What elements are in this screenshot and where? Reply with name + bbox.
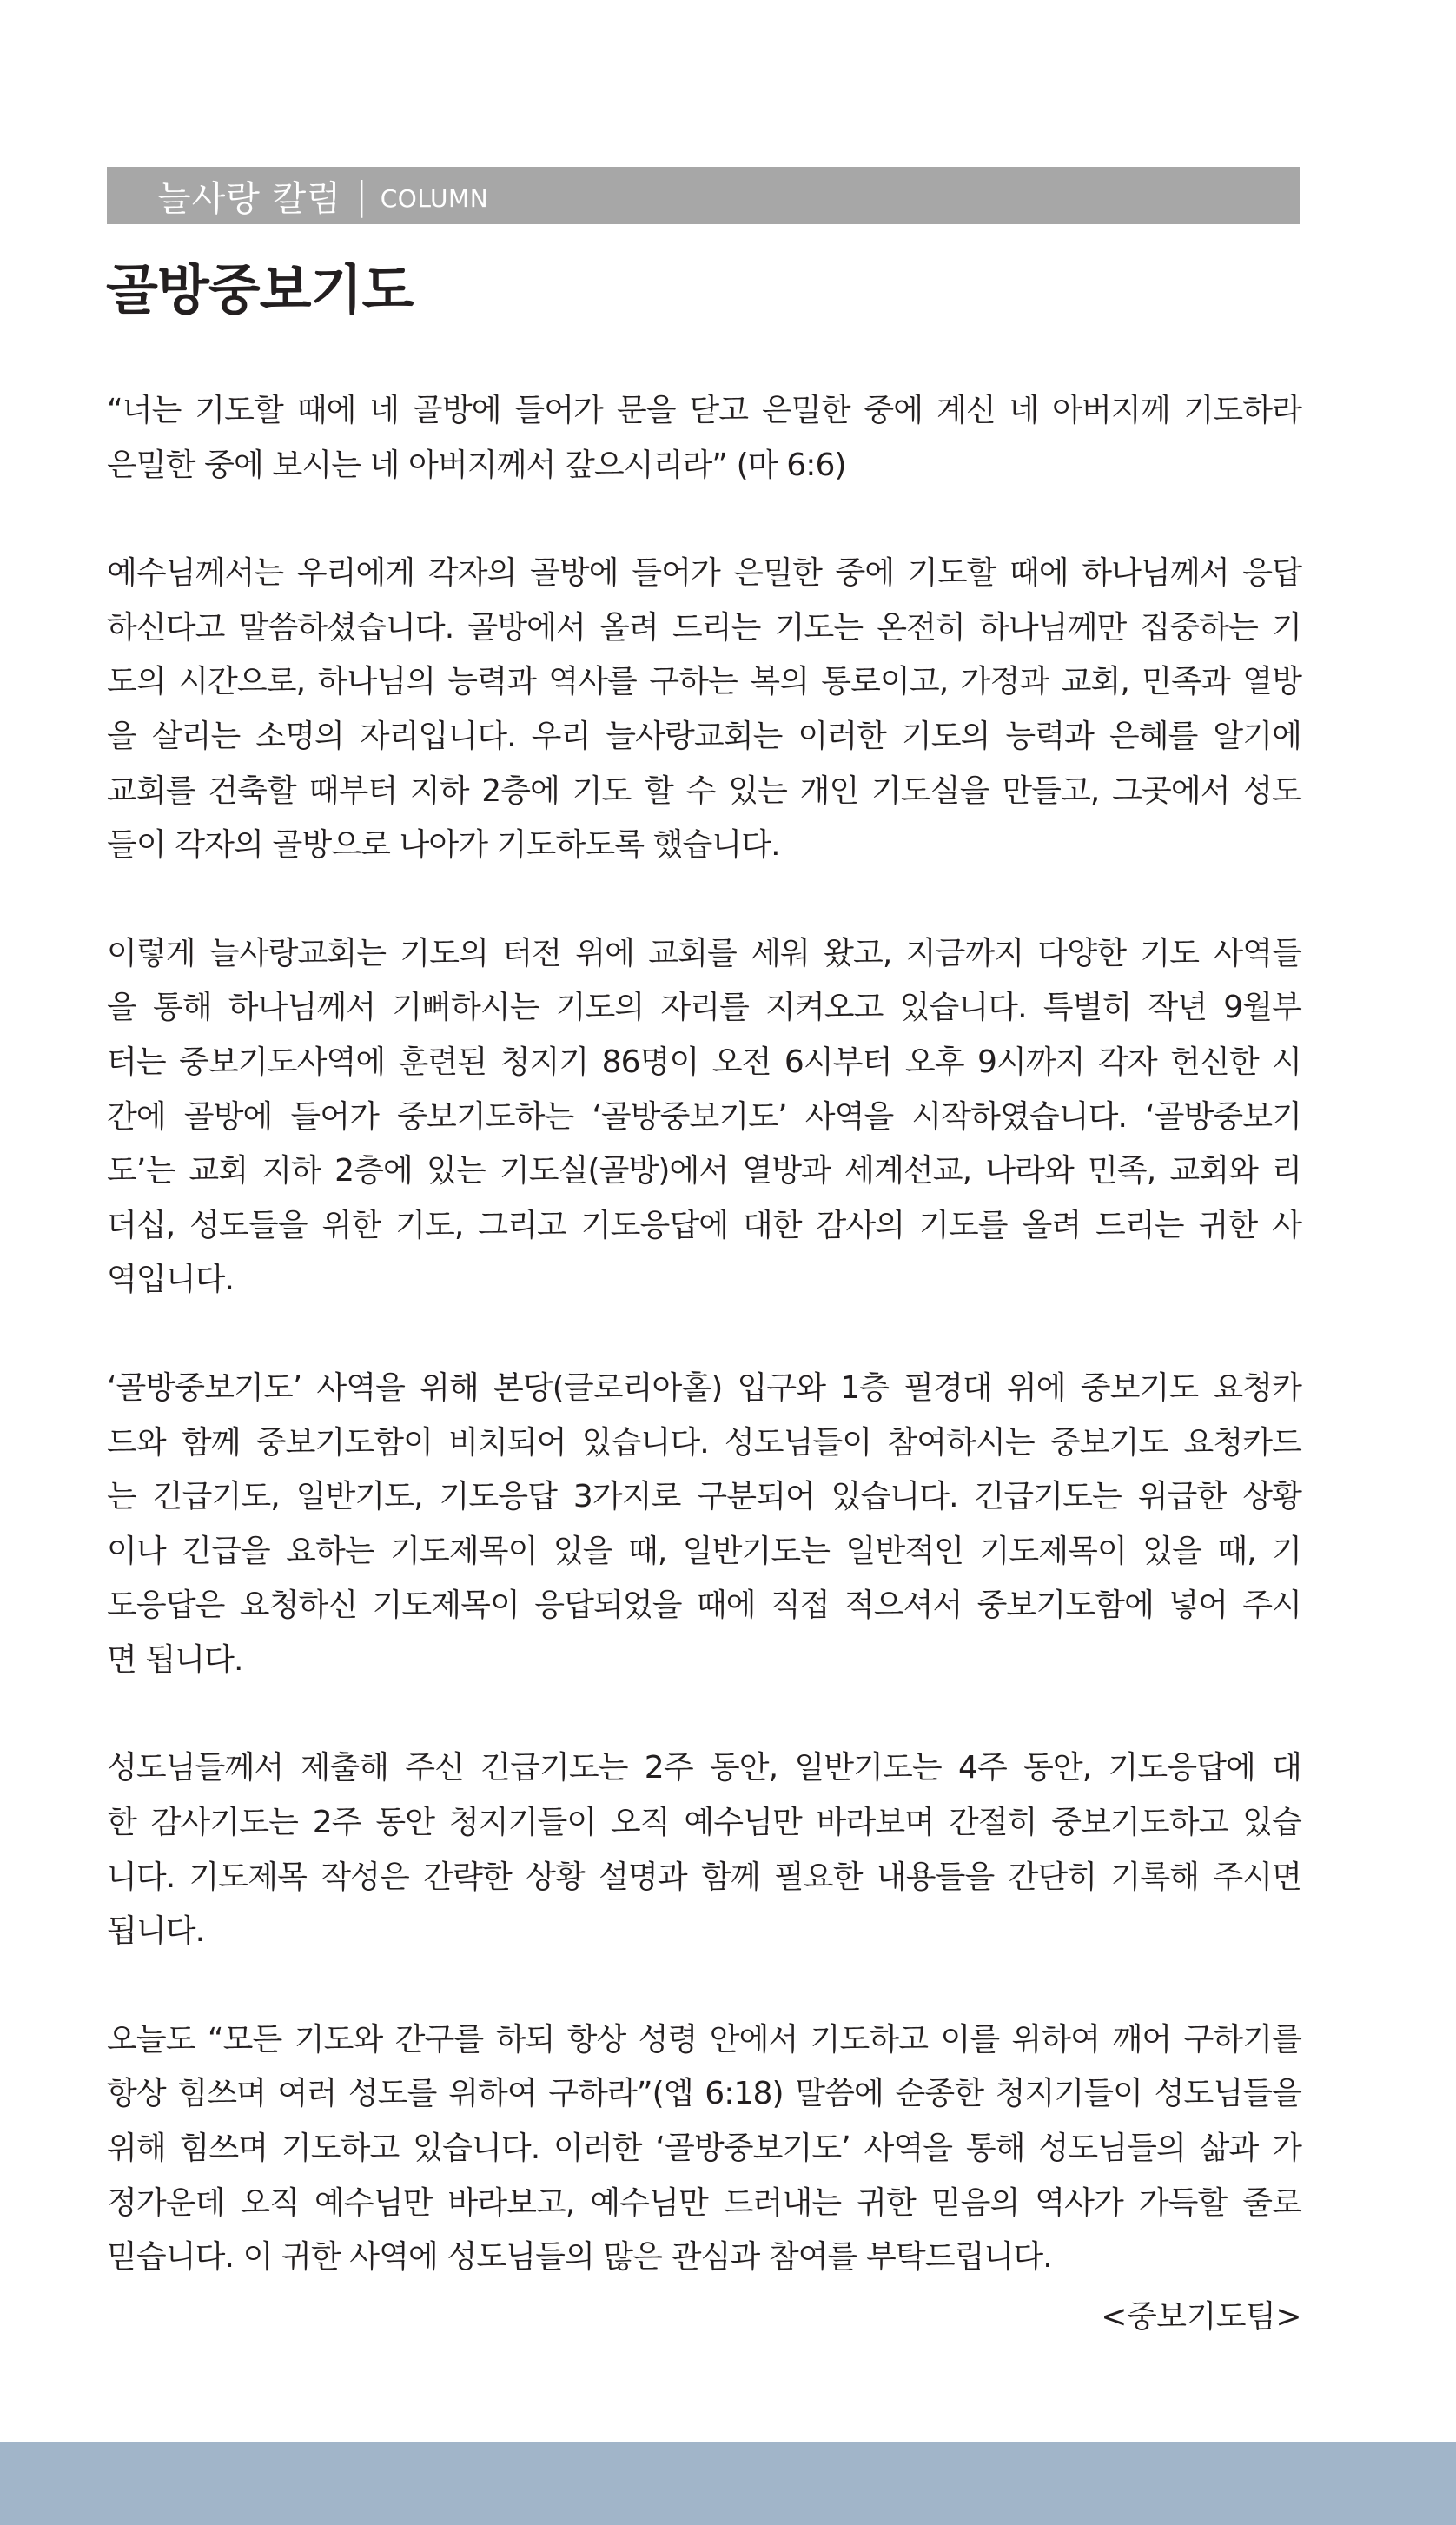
article-line: 도’는 교회 지하 2층에 있는 기도실(골방)에서 열방과 세계선교, 나라와 민족, 교회와 리 bbox=[107, 1153, 1301, 1190]
article-line: ‘골방중보기도’ 사역을 위해 본당(글로리아홀) 입구와 1층 필경대 위에 중보기도 요청카 bbox=[107, 1369, 1301, 1406]
article-line: 을 통해 하나님께서 기뻐하시는 기도의 자리를 지켜오고 있습니다. 특별히 작년 9월부 bbox=[107, 990, 1301, 1026]
article-line: 을 살리는 소명의 자리입니다. 우리 늘사랑교회는 이러한 기도의 능력과 은혜를 알기에 bbox=[107, 718, 1301, 754]
article-line: 더십, 성도들을 위한 기도, 그리고 기도응답에 대한 감사의 기도를 올려 드리는 귀한 사 bbox=[107, 1207, 1301, 1243]
article-line: 예수님께서는 우리에게 각자의 골방에 들어가 은밀한 중에 기도할 때에 하나님께서 응답 bbox=[107, 555, 1301, 592]
column-header-bar bbox=[107, 167, 1300, 224]
article-paragraph bbox=[107, 384, 1301, 493]
article-line: 한 감사기도는 2주 동안 청지기들이 오직 예수님만 바라보며 간절히 중보기도하고 있습 bbox=[107, 1805, 1301, 1841]
article-line: 정가운데 오직 예수님만 바라보고, 예수님만 드러내는 귀한 믿음의 역사가 가득할 줄로 bbox=[107, 2184, 1301, 2221]
article-line: 성도님들께서 제출해 주신 긴급기도는 2주 동안, 일반기도는 4주 동안, 기도응답에 대 bbox=[107, 1750, 1301, 1786]
article-line: 면 됩니다. bbox=[107, 1641, 243, 1678]
article-line: 도응답은 요청하신 기도제목이 응답되었을 때에 직접 적으셔서 중보기도함에 넣어 주시 bbox=[107, 1587, 1301, 1624]
article-line: 드와 함께 중보기도함이 비치되어 있습니다. 성도님들이 참여하시는 중보기도 요청카드 bbox=[107, 1424, 1301, 1461]
article-line: 들이 각자의 골방으로 나아가 기도하도록 했습니다. bbox=[107, 827, 780, 864]
article-paragraph bbox=[107, 547, 1301, 873]
article-line: 도의 시간으로, 하나님의 능력과 역사를 구하는 복의 통로이고, 가정과 교회, 민족과 열방 bbox=[107, 664, 1301, 700]
article-line: 항상 힘쓰며 여러 성도를 위하여 구하라”(엡 6:18) 말씀에 순종한 청지기들이 성도님들을 bbox=[107, 2076, 1301, 2112]
article-paragraph bbox=[107, 927, 1301, 1308]
article-paragraph bbox=[107, 1362, 1301, 1688]
article-line: 역입니다. bbox=[107, 1262, 235, 1298]
footer-bar bbox=[0, 2442, 1456, 2525]
article-line: 이나 긴급을 요하는 기도제목이 있을 때, 일반기도는 일반적인 기도제목이 있을 때, 기 bbox=[107, 1533, 1301, 1569]
article-line: 오늘도 “모든 기도와 간구를 하되 항상 성령 안에서 기도하고 이를 위하여 깨어 구하기를 bbox=[107, 2021, 1301, 2058]
article-title: 골방중보기도 bbox=[106, 258, 414, 321]
article-line: 니다. 기도제목 작성은 간략한 상황 설명과 함께 필요한 내용들을 간단히 기록해 주시면 bbox=[107, 1859, 1301, 1895]
article-body bbox=[107, 384, 1301, 2339]
column-header-title: 늘사랑 칼럼 bbox=[157, 178, 341, 219]
article-line: 간에 골방에 들어가 중보기도하는 ‘골방중보기도’ 사역을 시작하였습니다. ‘골방중보기 bbox=[107, 1098, 1301, 1135]
column-header-subtitle: COLUMN bbox=[380, 183, 489, 213]
column-header-separator: | bbox=[354, 173, 368, 218]
article-line: 이렇게 늘사랑교회는 기도의 터전 위에 교회를 세워 왔고, 지금까지 다양한 기도 사역들 bbox=[107, 935, 1301, 971]
article-line: 교회를 건축할 때부터 지하 2층에 기도 할 수 있는 개인 기도실을 만들고, 그곳에서 성도 bbox=[107, 772, 1301, 809]
article-line: 믿습니다. 이 귀한 사역에 성도님들의 많은 관심과 참여를 부탁드립니다. bbox=[107, 2239, 1052, 2276]
article-line: 는 긴급기도, 일반기도, 기도응답 3가지로 구분되어 있습니다. 긴급기도는 위급한 상황 bbox=[107, 1479, 1301, 1515]
article-paragraph bbox=[107, 2013, 1301, 2285]
article-signature: <중보기도팀> bbox=[1101, 2299, 1301, 2335]
article-paragraph bbox=[107, 1741, 1301, 1958]
article-line: 은밀한 중에 보시는 네 아버지께서 갚으시리라” (마 6:6) bbox=[107, 447, 846, 483]
article-line: 위해 힘쓰며 기도하고 있습니다. 이러한 ‘골방중보기도’ 사역을 통해 성도님들의 삶과 가 bbox=[107, 2131, 1301, 2167]
article-line: “너는 기도할 때에 네 골방에 들어가 문을 닫고 은밀한 중에 계신 네 아버지께 기도하라 bbox=[107, 393, 1301, 428]
article-line: 됩니다. bbox=[107, 1913, 205, 1950]
article-line: 터는 중보기도사역에 훈련된 청지기 86명이 오전 6시부터 오후 9시까지 각자 헌신한 시 bbox=[107, 1044, 1301, 1080]
article-line: 하신다고 말씀하셨습니다. 골방에서 올려 드리는 기도는 온전히 하나님께만 집중하는 기 bbox=[107, 609, 1301, 646]
